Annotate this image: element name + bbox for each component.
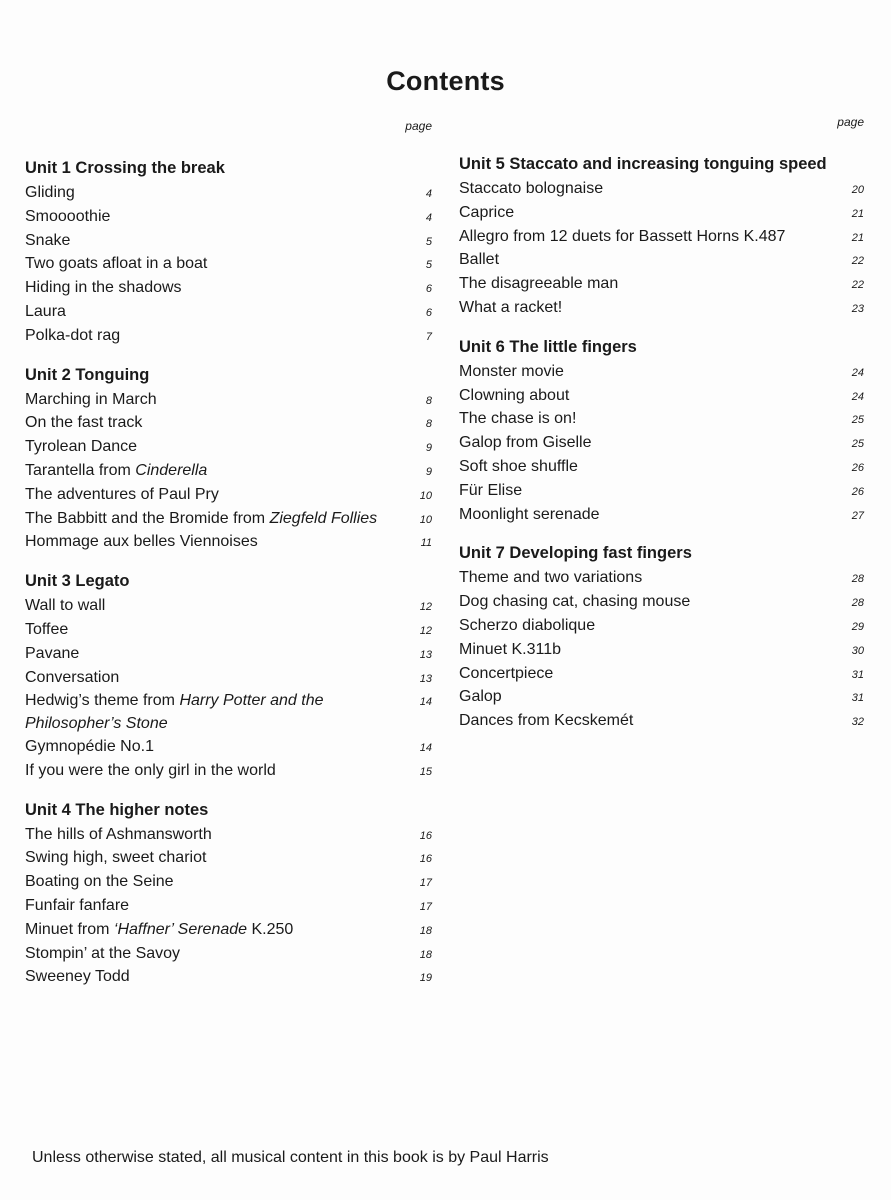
entry-title-text: Gymnopédie No.1 — [25, 737, 154, 755]
entry-list — [459, 361, 869, 528]
contents-entry[interactable] — [459, 178, 869, 202]
entry-page-number: 31 — [851, 692, 864, 705]
unit-heading: Unit 5 Staccato and increasing tonguing speed — [459, 155, 827, 173]
entry-page-number: 30 — [851, 644, 864, 657]
contents-entry[interactable] — [459, 710, 869, 734]
contents-entry[interactable] — [25, 484, 437, 508]
contents-entry[interactable] — [25, 895, 437, 919]
page-title: Contents — [386, 66, 505, 97]
contents-entry[interactable] — [25, 824, 437, 848]
entry-title — [459, 361, 564, 384]
contents-column-left — [25, 118, 437, 1002]
entry-page-number: 6 — [425, 306, 432, 319]
entry-page-number: 24 — [851, 390, 864, 403]
entry-page-number: 18 — [419, 924, 432, 937]
contents-entry[interactable] — [459, 615, 869, 639]
contents-entry[interactable] — [459, 408, 869, 432]
unit-section — [459, 150, 869, 321]
entry-title — [25, 484, 219, 507]
contents-entry[interactable] — [459, 297, 869, 321]
entry-title-text: K.250 — [247, 920, 294, 938]
entry-page-number: 5 — [425, 235, 432, 248]
contents-entry[interactable] — [459, 639, 869, 663]
contents-entry[interactable] — [459, 686, 869, 710]
entry-page-number: 10 — [419, 513, 432, 526]
entry-title — [25, 277, 182, 300]
entry-title-text: Smoooothie — [25, 207, 111, 225]
entry-title — [459, 710, 633, 733]
entry-title-text: Concertpiece — [459, 664, 554, 682]
entry-title — [459, 178, 603, 201]
entry-title — [459, 226, 785, 249]
contents-entry[interactable] — [25, 847, 437, 871]
contents-entry[interactable] — [25, 412, 437, 436]
entry-title-text: Hommage aux belles Viennoises — [25, 533, 258, 551]
entry-title — [25, 736, 154, 759]
entry-list — [25, 824, 437, 991]
contents-entry[interactable] — [25, 460, 437, 484]
entry-title — [459, 456, 578, 479]
entry-list — [25, 389, 437, 556]
entry-title — [25, 871, 174, 894]
entry-title — [25, 943, 180, 966]
entry-title-text: Tarantella from — [25, 461, 136, 479]
entry-title — [459, 249, 499, 272]
contents-entry[interactable] — [459, 591, 869, 615]
entry-title — [25, 966, 130, 989]
entry-title-text: Stompin’ at the Savoy — [25, 944, 181, 962]
entry-title-text: Dog chasing cat, chasing mouse — [459, 593, 691, 611]
entry-title-text: Theme and two variations — [459, 569, 643, 587]
entry-title-text: On the fast track — [25, 414, 143, 432]
unit-section — [25, 567, 437, 783]
unit-section — [459, 333, 869, 528]
entry-list — [459, 178, 869, 321]
entry-title-text: Toffee — [25, 620, 69, 638]
contents-entry[interactable] — [459, 567, 869, 591]
entry-title — [25, 667, 119, 690]
entry-title-text: Ballet — [459, 251, 500, 269]
entry-page-number: 29 — [851, 620, 864, 633]
entry-title — [25, 824, 212, 847]
entry-title — [459, 202, 514, 225]
unit-section — [25, 361, 437, 556]
entry-title-text: Galop from Giselle — [459, 434, 592, 452]
contents-entry[interactable] — [459, 456, 869, 480]
contents-entry[interactable] — [25, 667, 437, 691]
entry-title-text: If you were the only girl in the world — [25, 761, 276, 779]
entry-title — [25, 460, 207, 483]
entry-title-italic: ‘Haffner’ Serenade — [113, 920, 248, 938]
entry-title — [25, 182, 75, 205]
entry-title-italic: Cinderella — [135, 461, 208, 479]
entry-title — [459, 385, 569, 408]
entry-title-text: Für Elise — [459, 481, 523, 499]
entry-title — [25, 619, 68, 642]
contents-entry[interactable] — [25, 389, 437, 413]
entry-title-text: Snake — [25, 231, 71, 249]
entry-title — [25, 643, 79, 666]
entry-page-number: 10 — [419, 489, 432, 502]
contents-entry[interactable] — [25, 643, 437, 667]
entry-title — [25, 595, 105, 618]
footer-note: Unless otherwise stated, all musical content in this book is by Paul Harris — [32, 1149, 549, 1166]
entry-page-number: 7 — [425, 330, 432, 343]
unit-heading: Unit 6 The little fingers — [459, 337, 637, 356]
entry-title-text: The adventures of Paul Pry — [25, 485, 219, 503]
contents-entry[interactable] — [25, 966, 437, 990]
contents-entry[interactable] — [25, 531, 437, 555]
contents-entry[interactable] — [459, 385, 869, 409]
contents-entry[interactable] — [25, 943, 437, 967]
entry-title — [25, 895, 129, 918]
unit-list — [25, 154, 437, 990]
contents-entry[interactable] — [25, 325, 437, 349]
contents-entry[interactable] — [25, 919, 437, 943]
entry-title — [25, 919, 293, 942]
entry-title-text: Minuet from — [25, 920, 114, 938]
entry-title-text: Staccato bolognaise — [459, 180, 604, 197]
contents-entry[interactable] — [459, 361, 869, 385]
entry-title — [25, 206, 110, 229]
entry-list — [25, 595, 437, 783]
entry-title-text: The Babbitt and the Bromide from — [25, 509, 270, 527]
contents-entry[interactable] — [459, 226, 869, 250]
entry-title — [25, 531, 258, 554]
entry-title — [25, 436, 137, 459]
entry-title — [25, 412, 142, 435]
page-column-label: page — [837, 115, 864, 129]
entry-page-number: 12 — [419, 624, 432, 637]
entry-page-number: 28 — [851, 573, 864, 586]
contents-entry[interactable] — [25, 736, 437, 760]
contents-entry[interactable] — [25, 182, 437, 206]
entry-title — [25, 301, 66, 324]
entry-page-number: 23 — [851, 302, 864, 315]
entry-title-text: Pavane — [25, 644, 80, 662]
entry-title — [459, 639, 561, 662]
entry-title — [459, 297, 562, 320]
entry-page-number: 14 — [419, 696, 432, 709]
entry-title — [459, 504, 600, 527]
unit-heading: Unit 3 Legato — [25, 572, 130, 591]
entry-title-text: Hiding in the shadows — [25, 279, 182, 297]
contents-entry[interactable] — [25, 595, 437, 619]
entry-page-number: 9 — [425, 442, 432, 455]
entry-page-number: 32 — [851, 716, 864, 729]
entry-page-number: 16 — [419, 853, 432, 866]
contents-entry[interactable] — [459, 249, 869, 273]
entry-list — [459, 567, 869, 734]
entry-page-number: 19 — [419, 972, 432, 985]
entry-title-text: Funfair fanfare — [25, 896, 130, 914]
contents-entry[interactable] — [25, 253, 437, 277]
unit-heading: Unit 2 Tonguing — [25, 365, 150, 384]
entry-title — [25, 253, 207, 276]
entry-title-text: Scherzo diabolique — [459, 616, 596, 634]
entry-title — [459, 686, 502, 709]
entry-title — [25, 690, 395, 736]
entry-page-number: 13 — [419, 648, 432, 661]
entry-page-number: 12 — [419, 601, 432, 614]
entry-page-number: 5 — [425, 259, 432, 272]
entry-title-text: The disagreeable man — [459, 275, 619, 293]
entry-title-text: Swing high, sweet chariot — [25, 849, 207, 867]
entry-title-text: Caprice — [459, 203, 515, 221]
entry-title-text: Monster movie — [459, 362, 564, 380]
entry-page-number: 24 — [851, 366, 864, 379]
contents-entry[interactable] — [459, 432, 869, 456]
contents-entry[interactable] — [459, 504, 869, 528]
entry-title-text: Soft shoe shuffle — [459, 457, 578, 475]
entry-page-number: 21 — [851, 207, 864, 220]
entry-title-text: The chase is on! — [459, 410, 577, 428]
entry-title-text: Conversation — [25, 668, 120, 686]
entry-page-number: 13 — [419, 672, 432, 685]
entry-title-text: Dances from Kecskemét — [459, 712, 634, 730]
entry-title-text: The hills of Ashmansworth — [25, 825, 212, 843]
entry-title — [459, 591, 690, 614]
entry-title-text: Hedwig’s theme from — [25, 692, 180, 710]
entry-title-text: Tyrolean Dance — [25, 438, 138, 456]
unit-section — [25, 154, 437, 349]
entry-list — [25, 182, 437, 349]
contents-entry[interactable] — [25, 277, 437, 301]
entry-title — [25, 847, 206, 870]
entry-title-text: Marching in March — [25, 390, 157, 408]
entry-title-text: Gliding — [25, 184, 75, 201]
contents-entry[interactable] — [25, 301, 437, 325]
entry-title-text: Laura — [25, 302, 66, 320]
unit-heading: Unit 7 Developing fast fingers — [459, 544, 692, 563]
entry-title-italic: Ziegfeld Follies — [269, 509, 378, 527]
unit-section — [25, 796, 437, 991]
entry-page-number: 27 — [851, 509, 864, 522]
entry-title — [25, 230, 70, 253]
entry-page-number: 17 — [419, 900, 432, 913]
entry-title-text: Two goats afloat in a boat — [25, 255, 208, 273]
contents-entry[interactable] — [25, 230, 437, 254]
page-column-label: page — [405, 119, 432, 133]
entry-title — [25, 325, 120, 348]
entry-page-number: 9 — [425, 465, 432, 478]
entry-title — [459, 663, 553, 686]
contents-entry[interactable] — [25, 760, 437, 784]
contents-entry[interactable] — [459, 273, 869, 297]
entry-page-number: 4 — [425, 211, 432, 224]
contents-entry[interactable] — [25, 508, 437, 532]
unit-list — [459, 150, 869, 734]
entry-page-number: 17 — [419, 877, 432, 890]
entry-title — [459, 615, 595, 638]
unit-heading: Unit 4 The higher notes — [25, 800, 209, 819]
entry-page-number: 26 — [851, 485, 864, 498]
contents-column-right — [459, 114, 869, 746]
contents-entry[interactable] — [25, 206, 437, 230]
entry-title — [25, 389, 157, 412]
entry-page-number: 8 — [425, 394, 432, 407]
unit-heading: Unit 1 Crossing the break — [25, 159, 225, 177]
entry-title-text: What a racket! — [459, 298, 563, 316]
contents-entry[interactable] — [25, 690, 437, 736]
contents-entry[interactable] — [459, 663, 869, 687]
entry-page-number: 22 — [851, 279, 864, 292]
entry-page-number: 26 — [851, 461, 864, 474]
entry-page-number: 4 — [425, 188, 432, 200]
entry-page-number: 25 — [851, 414, 864, 427]
entry-page-number: 21 — [851, 231, 864, 244]
entry-title — [459, 567, 642, 590]
entry-title — [459, 480, 522, 503]
contents-entry[interactable] — [25, 619, 437, 643]
entry-page-number: 6 — [425, 283, 432, 296]
entry-title-text: Clowning about — [459, 386, 570, 404]
entry-page-number: 14 — [419, 741, 432, 754]
entry-title — [459, 432, 592, 455]
entry-title-italic: Harry Potter and the Philosopher’s Stone — [25, 692, 324, 733]
contents-entry[interactable] — [25, 871, 437, 895]
entry-page-number: 18 — [419, 948, 432, 961]
entry-page-number: 15 — [419, 765, 432, 778]
contents-entry[interactable] — [459, 202, 869, 226]
entry-page-number: 31 — [851, 668, 864, 681]
entry-title-text: Boating on the Seine — [25, 873, 174, 891]
entry-title — [459, 408, 576, 431]
entry-page-number: 8 — [425, 418, 432, 431]
entry-page-number: 20 — [851, 184, 864, 196]
entry-title — [25, 508, 377, 531]
entry-page-number: 22 — [851, 255, 864, 268]
entry-title-text: Moonlight serenade — [459, 505, 600, 523]
entry-title-text: Galop — [459, 688, 502, 706]
entry-title-text: Wall to wall — [25, 597, 106, 615]
entry-title — [25, 760, 276, 783]
entry-title — [459, 273, 618, 296]
entry-title-text: Sweeney Todd — [25, 968, 130, 986]
entry-title-text: Allegro from 12 duets for Bassett Horns K.487 — [459, 227, 786, 245]
entry-page-number: 16 — [419, 829, 432, 842]
unit-section — [459, 539, 869, 734]
entry-page-number: 28 — [851, 597, 864, 610]
entry-title-text: Polka-dot rag — [25, 326, 121, 344]
entry-page-number: 25 — [851, 438, 864, 451]
entry-page-number: 11 — [420, 537, 432, 550]
contents-entry[interactable] — [25, 436, 437, 460]
contents-entry[interactable] — [459, 480, 869, 504]
entry-title-text: Minuet K.311b — [459, 640, 561, 658]
